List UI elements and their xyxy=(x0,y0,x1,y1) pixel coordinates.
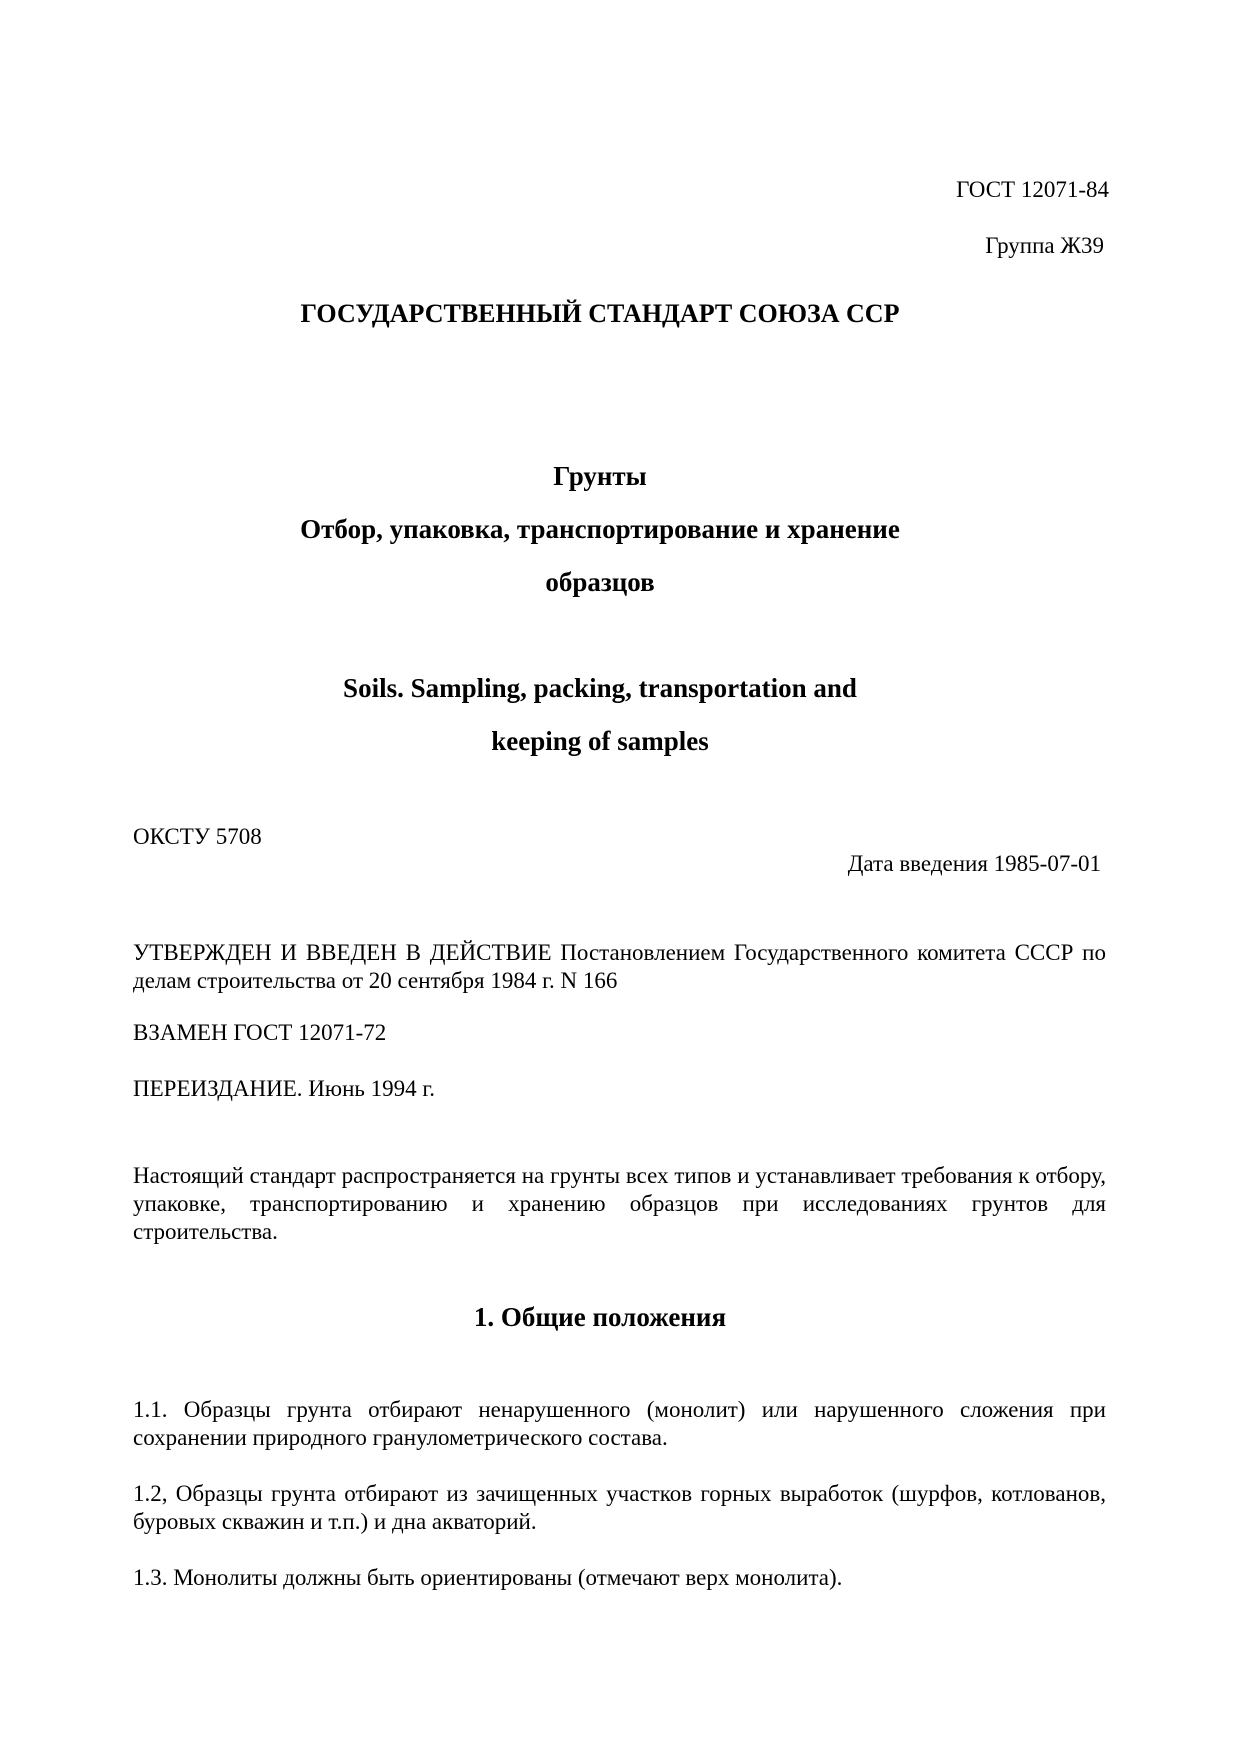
okstu-code: ОКСТУ 5708 xyxy=(133,824,262,849)
replaces-line: ВЗАМЕН ГОСТ 12071-72 xyxy=(133,1020,387,1045)
clause-1-1: 1.1. Образцы грунта отбирают ненарушенного (монолит) или нарушенного сложения при сохранении природного гранулометрического состава. xyxy=(133,1397,1106,1450)
title-ru-line-1: Грунты xyxy=(553,461,647,491)
clause-1-2: 1.2, Образцы грунта отбирают из зачищенных участков горных выработок (шурфов, котлованов, буровых скважин и т.п.) и дна акваторий. xyxy=(133,1481,1106,1534)
title-en-line-2: keeping of samples xyxy=(491,726,709,756)
clause-1-3: 1.3. Монолиты должны быть ориентированы (отмечают верх монолита). xyxy=(133,1565,843,1590)
title-ru-line-3: образцов xyxy=(545,567,655,597)
section-1-heading: 1. Общие положения xyxy=(473,1302,727,1332)
group-code: Группа Ж39 xyxy=(985,233,1104,258)
introduction-date: Дата введения 1985-07-01 xyxy=(847,851,1101,876)
scope-paragraph: Настоящий стандарт распространяется на грунты всех типов и устанавливает требования к отбору, упаковке, транспортированию и хранению образцов при исследованиях грунтов для строительства. xyxy=(133,1163,1106,1244)
title-ru-line-2: Отбор, упаковка, транспортирование и хранение xyxy=(300,514,900,544)
document-main-title: ГОСУДАРСТВЕННЫЙ СТАНДАРТ СОЮЗА ССР xyxy=(300,299,900,328)
approval-paragraph: УТВЕРЖДЕН И ВВЕДЕН В ДЕЙСТВИЕ Постановлением Государственного комитета СССР по делам строительства от 20 сентября 1984 г. N 166 xyxy=(133,940,1106,993)
reissue-line: ПЕРЕИЗДАНИЕ. Июнь 1994 г. xyxy=(133,1076,435,1101)
title-en-line-1: Soils. Sampling, packing, transportation and xyxy=(343,673,857,703)
standard-code: ГОСТ 12071-84 xyxy=(956,177,1109,202)
